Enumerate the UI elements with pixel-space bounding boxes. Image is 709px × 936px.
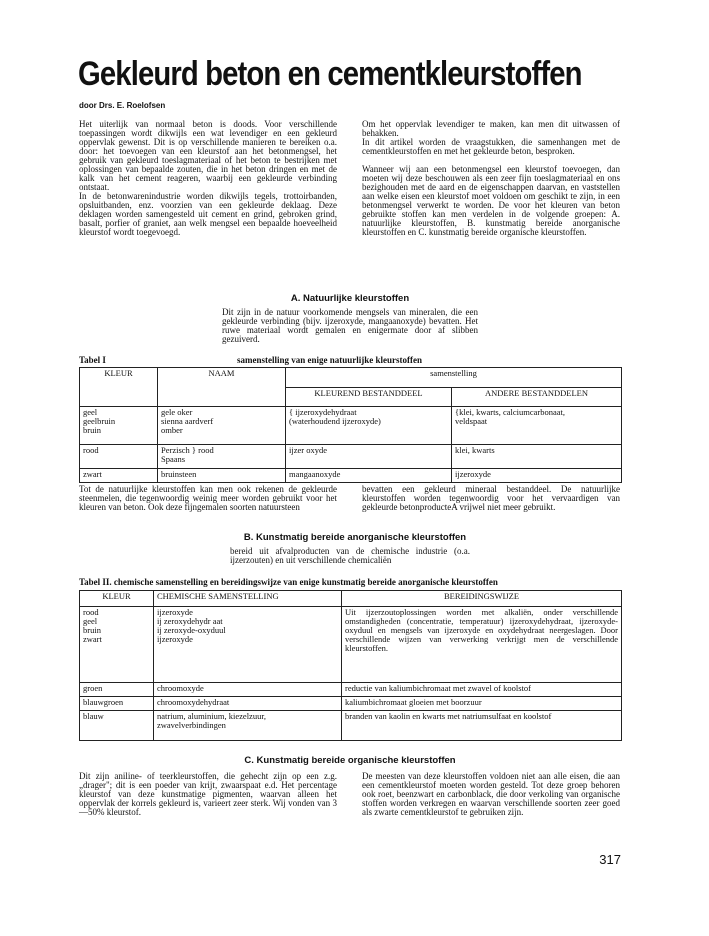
column-header: KLEUR xyxy=(80,591,154,607)
article-title: Gekleurd beton en cementkleurstoffen xyxy=(78,55,582,93)
table-cell: rood xyxy=(80,445,158,469)
table-cell: ijzeroxyde xyxy=(452,469,622,483)
table-cell: zwart xyxy=(80,469,158,483)
table-cell: mangaanoxyde xyxy=(286,469,452,483)
author-line: door Drs. E. Roelofsen xyxy=(79,101,166,110)
table-cell: chroomoxyde xyxy=(154,683,342,697)
table-cell: reductie van kaliumbichromaat met zwavel of koolstof xyxy=(342,683,622,697)
table-row xyxy=(80,683,622,697)
table-cell: natrium, aluminium, kiezelzuur, zwavelverbindingen xyxy=(154,711,342,741)
table-cell: bruinsteen xyxy=(158,469,286,483)
intro-right-column xyxy=(362,120,620,237)
table-cell: blauw xyxy=(80,711,154,741)
section-b-heading: B. Kunstmatig bereide anorganische kleurstoffen xyxy=(243,532,467,543)
table-row xyxy=(80,607,622,683)
table-row xyxy=(80,711,622,741)
after-table1-left: Tot de natuurlijke kleurstoffen kan men ook rekenen de gekleurde steenmelen, die tegenwoordig weinig meer worden gebruikt voor het kleuren van beton. Ook deze fijngemalen soorten natuursteen xyxy=(79,484,337,512)
table-cell: kaliumbichromaat gloeien met boorzuur xyxy=(342,697,622,711)
table-row xyxy=(80,407,622,445)
paragraph: Om het oppervlak levendiger te maken, kan men dit uitwassen of behakken. xyxy=(362,119,620,138)
table-cell: {klei, kwarts, calciumcarbonaat, veldspaat xyxy=(452,407,622,445)
section-a-text: Dit zijn in de natuur voorkomende mengsels van mineralen, die een gekleurde verbinding (bijv. ijzeroxyde, mangaanoxyde) bevatten. Het ruwe materiaal wordt gemalen en enigermate door af slibben gezuiverd. xyxy=(222,307,478,344)
column-header: NAAM xyxy=(158,368,286,407)
table-row xyxy=(80,445,622,469)
table-header-row xyxy=(80,591,622,607)
table1-label: Tabel I xyxy=(79,355,106,365)
table-cell: { ijzeroxydehydraat (waterhoudend ijzeroxyde) xyxy=(286,407,452,445)
paragraph: Het uiterlijk van normaal beton is doods. Voor verschillende toepassingen wordt dikwijls een wat levendiger en een gekleurd oppervlak gewenst. Dit is op verschillende manieren te bereiken o.a. door: het toevoegen van een kleurstof aan het betonmengsel, het gebruik van gekleurd toeslagmateriaal of het beton te bestrijken met oplossingen van bepaalde zouten, die in het beton dringen en met de kalk van het cement reageren, waarbij een gekleurde verbinding ontstaat. xyxy=(79,119,337,192)
table-cell: chroomoxydehydraat xyxy=(154,697,342,711)
table-header-row xyxy=(80,368,622,388)
table2 xyxy=(79,590,622,741)
paragraph: Wanneer wij aan een betonmengsel een kleurstof toevoegen, dan moeten wij deze beschouwen als een zeer fijn toeslagmateriaal en ons bezighouden met de aard en de eigenschappen daarvan, en vaststellen aan welke eisen een kleurstof moet voldoen om geschikt te zijn, in een betonmengsel verwerkt te worden. De voor het kleuren van beton gebruikte stoffen kan men verdelen in de volgende groepen: A. natuurlijke kleurstoffen, B. kunstmatig bereide anorganische kleurstoffen en C. kunstmatig bereide organische kleurstoffen. xyxy=(362,164,620,237)
table-cell: gele oker sienna aardverf omber xyxy=(158,407,286,445)
column-header: samenstelling xyxy=(286,368,622,388)
table-cell: geel geelbruin bruin xyxy=(80,407,158,445)
table-row xyxy=(80,697,622,711)
column-header: ANDERE BESTANDDELEN xyxy=(452,388,622,407)
table-cell: ijzeroxyde ij zeroxydehydr aat ij zeroxyde-oxyduul ijzeroxyde xyxy=(154,607,342,683)
intro-left-column xyxy=(79,120,337,237)
section-c-left: Dit zijn aniline- of teerkleurstoffen, die gehecht zijn op een z.g. „drager"; dit is een poeder van krijt, zwaarspaat e.d. Het percentage kleurstof van deze kunstmatige pigmenten, waarvan alleen het oppervlak der korrels gekleurd is, varieert zeer sterk. Wij vonden van 3—50% kleurstof. xyxy=(79,771,337,817)
table1 xyxy=(79,367,622,483)
table-cell: Perzisch } rood Spaans xyxy=(158,445,286,469)
table-cell: groen xyxy=(80,683,154,697)
table-cell: blauwgroen xyxy=(80,697,154,711)
paragraph: In dit artikel worden de vraagstukken, die samenhangen met de cementkleurstoffen en met het gekleurde beton, besproken. xyxy=(362,137,620,156)
section-a-heading: A. Natuurlijke kleurstoffen xyxy=(290,293,410,304)
column-header: CHEMISCHE SAMENSTELLING xyxy=(154,591,342,607)
table-row xyxy=(80,469,622,483)
table-cell: branden van kaolin en kwarts met natriumsulfaat en koolstof xyxy=(342,711,622,741)
section-b-text: bereid uit afvalproducten van de chemische industrie (o.a. ijzerzouten) en uit verschillende chemicaliën xyxy=(230,546,470,565)
table1-caption: samenstelling van enige natuurlijke kleurstoffen xyxy=(237,355,423,365)
table-cell: klei, kwarts xyxy=(452,445,622,469)
section-c-heading: C. Kunstmatig bereide organische kleurstoffen xyxy=(244,755,456,766)
column-header: KLEUREND BESTANDDEEL xyxy=(286,388,452,407)
column-header: KLEUR xyxy=(80,368,158,407)
column-header: BEREIDINGSWIJZE xyxy=(342,591,622,607)
page-number: 317 xyxy=(599,852,621,867)
table-cell: rood geel bruin zwart xyxy=(80,607,154,683)
table-cell: Uit ijzerzoutoplossingen worden met alkaliën, onder verschillende omstandigheden (concentratie, temperatuur) ijzeroxydehydraat, ijzeroxyde-oxyduul en mengsels van ijzeroxyde en oxydehydraat neergeslagen. Door verschillende wijzen van verwerking verkrijgt men de verschillende kleurstoffen. xyxy=(342,607,622,683)
after-table1-right: bevatten een gekleurd mineraal bestanddeel. De natuurlijke kleurstoffen worden tegenwoordig voor het vervaardigen van gekleurde betonproducteA vrijwel niet meer gebruikt. xyxy=(362,484,620,512)
paragraph: In de betonwarenindustrie worden dikwijls tegels, trottoirbanden, opsluitbanden, enz. voorzien van een gekleurde deklaag. Deze deklagen worden samengesteld uit cement en grind, gebroken grind, basalt, porfier of graniet, aan welk mengsel een bepaalde hoeveelheid kleurstof wordt toegevoegd. xyxy=(79,191,337,237)
section-c-right: De meesten van deze kleurstoffen voldoen niet aan alle eisen, die aan een cementkleurstof moeten worden gesteld. Tot deze groep behoren ook roet, beenzwart en carbonblack, die door verkoling van organische stoffen worden verkregen en waarvan verschillende soorten zeer goed als zwarte cementkleurstof te gebruiken zijn. xyxy=(362,771,620,817)
table2-caption: Tabel II. chemische samenstelling en bereidingswijze van enige kunstmatig bereide anorganische kleurstoffen xyxy=(79,577,498,587)
table-cell: ijzer oxyde xyxy=(286,445,452,469)
